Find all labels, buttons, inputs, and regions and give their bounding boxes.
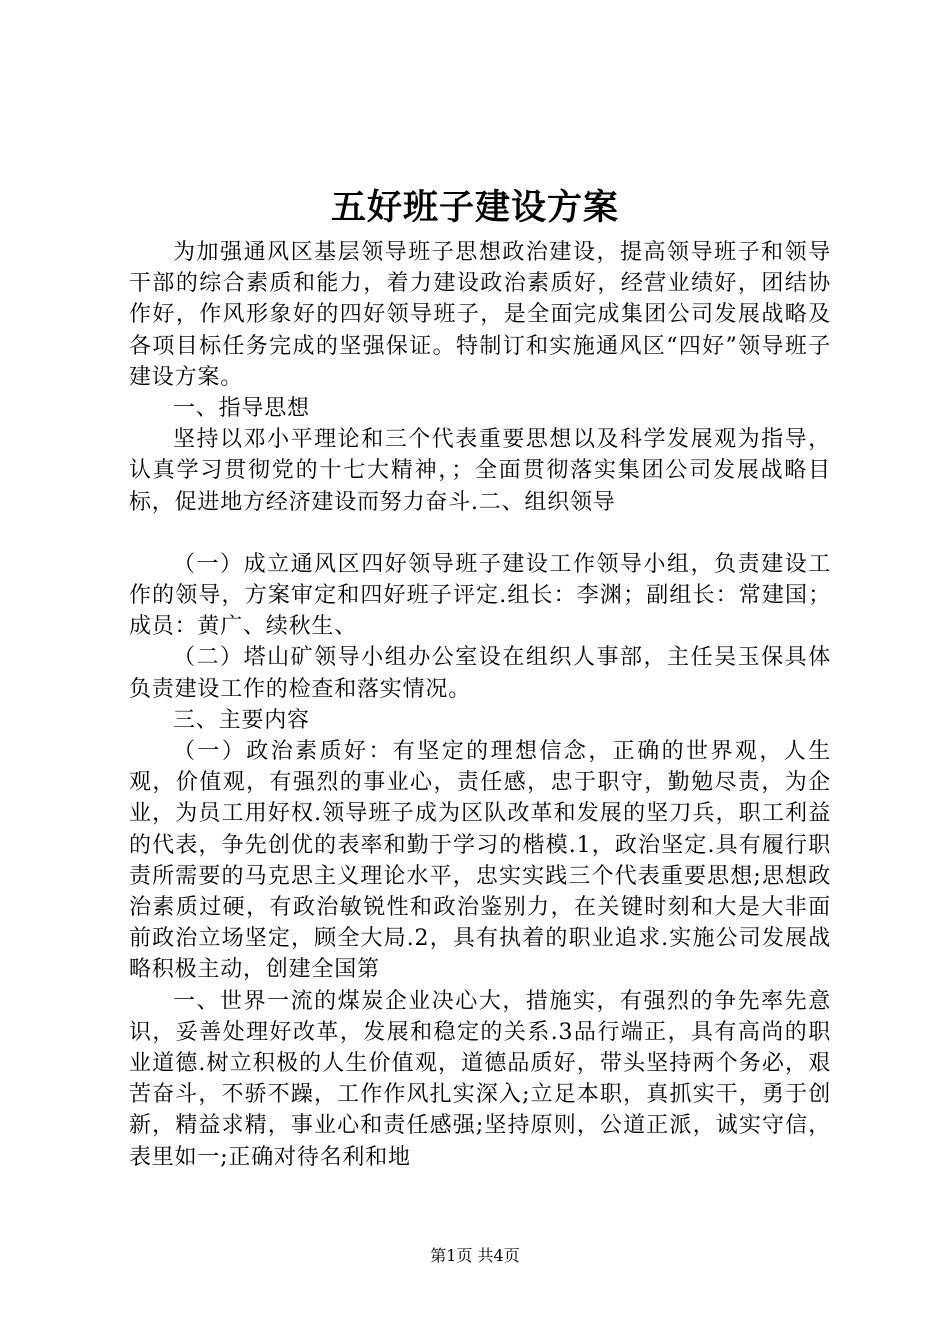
section-heading-main-content: 三、主要内容 [173,707,310,733]
intro-paragraph: 为加强通风区基层领导班子思想政治建设，提高领导班子和领导干部的综合素质和能力，着力建设政治素质好，经营业绩好，团结协作好，作风形象好的四好领导班子，是全面完成集团公司发展战略及各项目标任务完成的坚强保证。特制订和实施通风区“四好”领导班子建设方案。 [129,240,831,390]
document-title: 五好班子建设方案 [330,187,619,228]
document-body [129,237,831,1173]
guiding-thought-paragraph: 坚持以邓小平理论和三个代表重要思想以及科学发展观为指导，认真学习贯彻党的十七大精神，；全面贯彻落实集团公司发展战略目标，促进地方经济建设而努力奋斗.二、组织领导 [129,427,831,515]
world-class-paragraph: 一、世界一流的煤炭企业决心大，措施实，有强烈的争先率先意识，妥善处理好改革，发展和稳定的关系.3品行端正，具有高尚的职业道德.树立积极的人生价值观，道德品质好，带头坚持两个务必，艰苦奋斗，不骄不躁，工作作风扎实深入;立足本职，真抓实干，勇于创新，精益求精，事业心和责任感强;坚持原则，公道正派，诚实守信，表里如一;正确对待名利和地 [129,988,831,1170]
office-paragraph: （二）塔山矿领导小组办公室设在组织人事部，主任吴玉保具体负责建设工作的检查和落实情况。 [129,645,831,702]
page-number-footer: 第1页 共4页 [430,1246,520,1265]
political-quality-paragraph: （一）政治素质好：有坚定的理想信念，正确的世界观，人生观，价值观，有强烈的事业心，责任感，忠于职守，勤勉尽责，为企业，为员工用好权.领导班子成为区队改革和发展的坚刀兵，职工利益的代表，争先创优的表率和勤于学习的楷模.1，政治坚定.具有履行职责所需要的马克思主义理论水平，忠实实践三个代表重要思想;思想政治素质过硬，有政治敏锐性和政治鉴别力，在关键时刻和大是大非面前政治立场坚定，顾全大局.2，具有执着的职业追求.实施公司发展战略积极主动，创建全国第 [129,739,831,983]
leadership-group-paragraph: （一）成立通风区四好领导班子建设工作领导小组，负责建设工作的领导，方案审定和四好班子评定.组长：李渊；副组长：常建国；成员：黄广、续秋生、 [129,551,831,640]
section-heading-guiding-thought: 一、指导思想 [173,396,310,422]
